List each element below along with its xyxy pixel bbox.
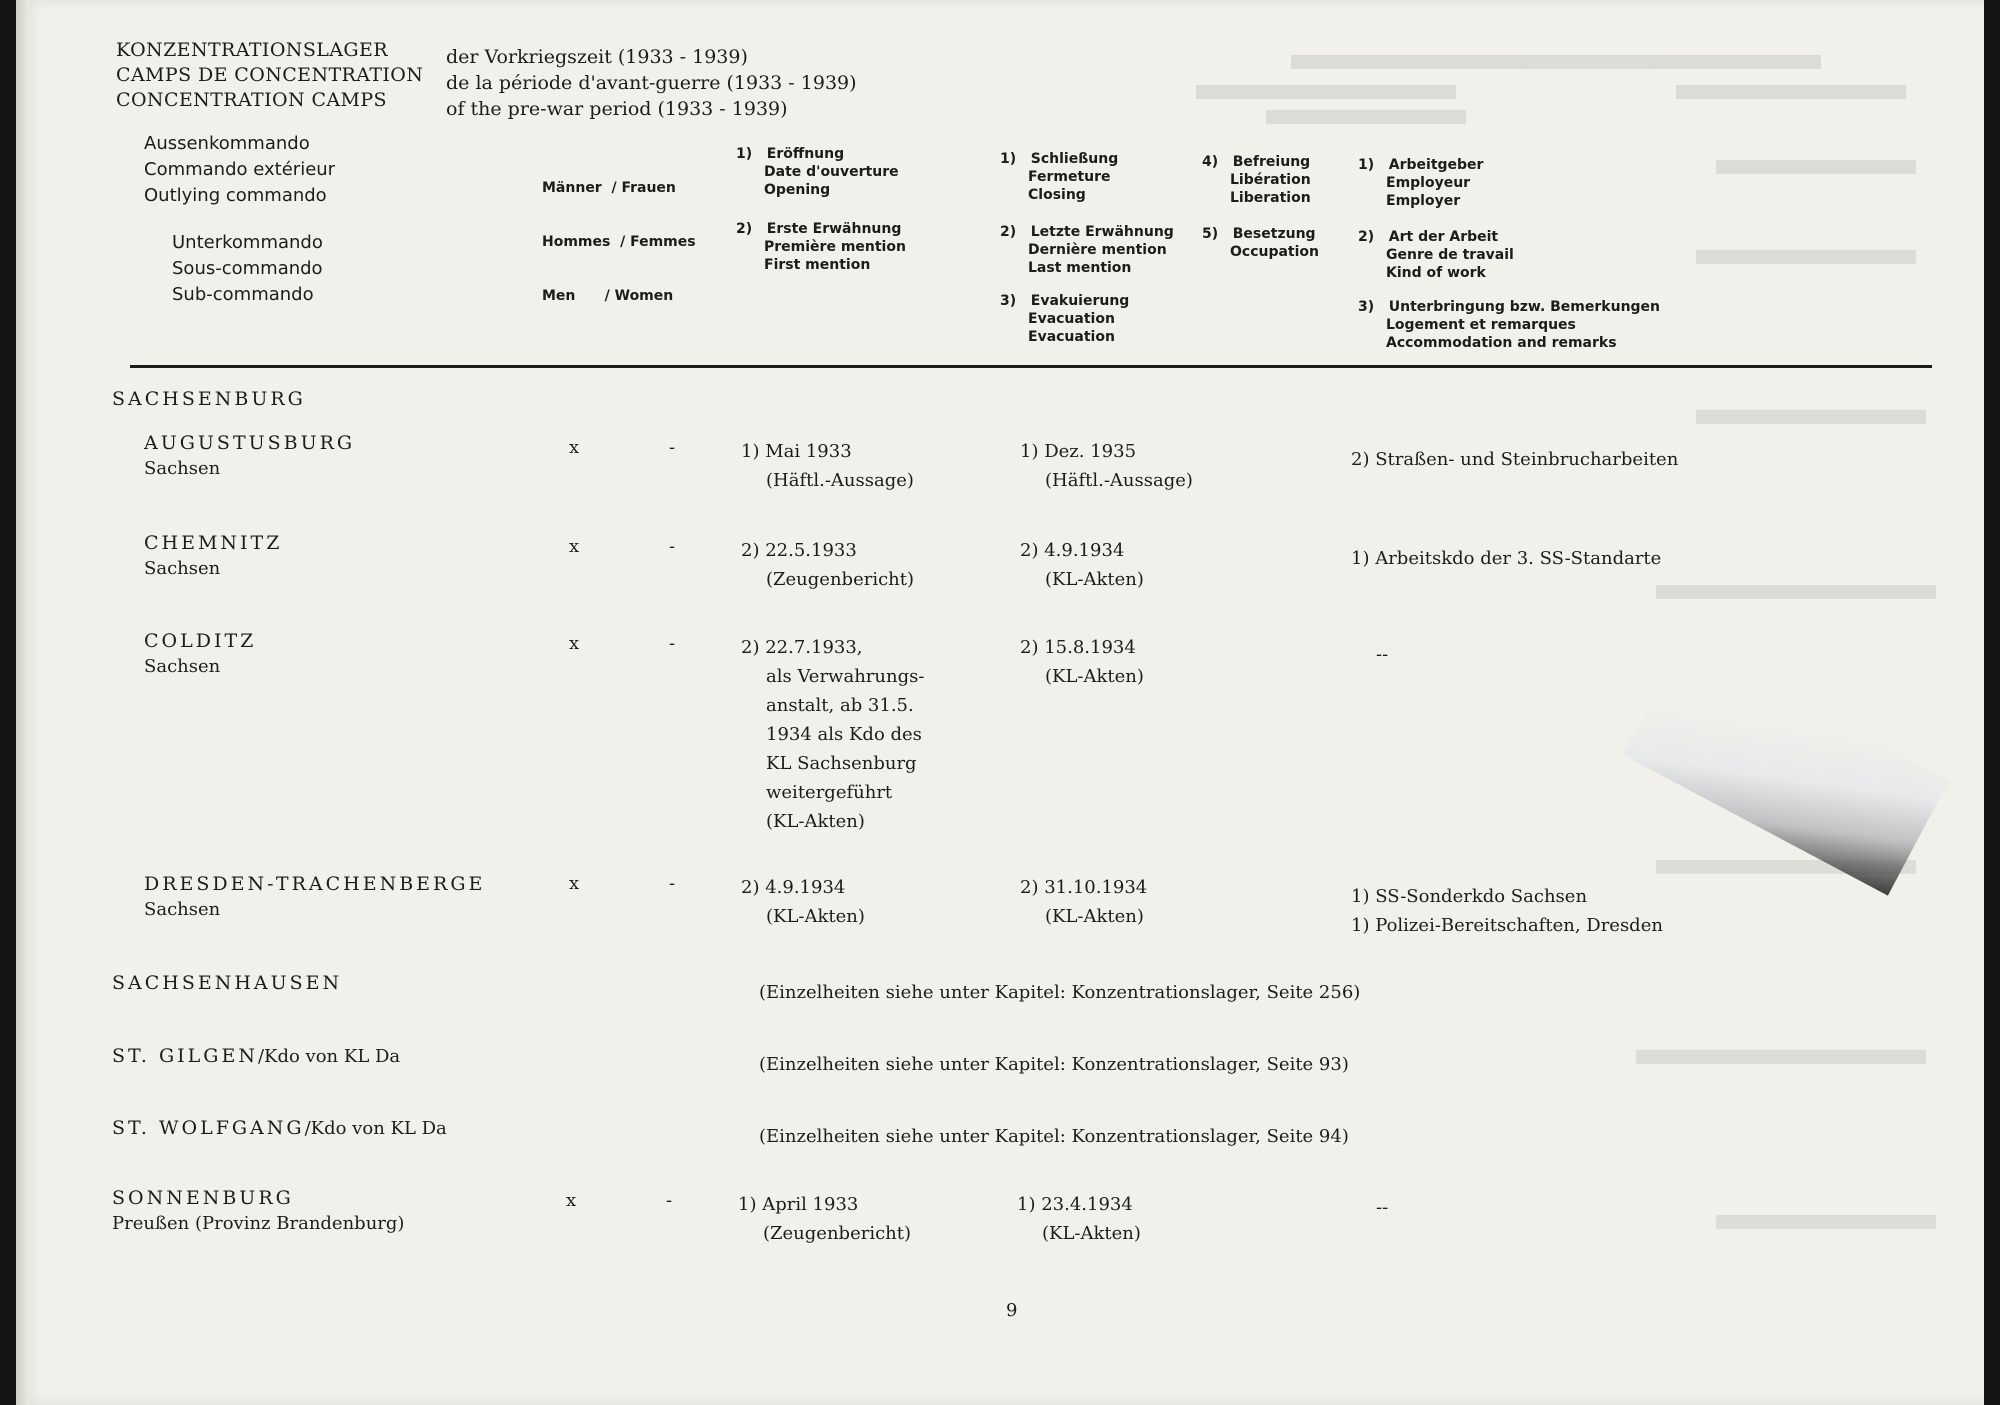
col-line: Befreiung xyxy=(1232,154,1311,170)
col-line: Unterbringung bzw. Bemerkungen xyxy=(1388,299,1661,315)
col-line: Employeur xyxy=(1386,175,1471,191)
header-titles xyxy=(116,38,423,113)
cell-line: (KL-Akten) xyxy=(1045,666,1144,687)
col-line: Closing xyxy=(1028,187,1086,203)
ref-sachsenhausen-name: SACHSENHAUSEN xyxy=(112,972,343,994)
cell-line: (KL-Akten) xyxy=(766,906,865,927)
men-mark: x xyxy=(566,1190,577,1211)
opening-cell xyxy=(741,633,924,836)
remarks-cell xyxy=(1351,445,1678,474)
cell-line: (KL-Akten) xyxy=(766,811,865,832)
page-number: 9 xyxy=(1006,1300,1018,1321)
ref-st-gilgen-text: (Einzelheiten siehe unter Kapitel: Konzentrationslager, Seite 93) xyxy=(759,1054,1349,1075)
cell-line: 1) Arbeitskdo der 3. SS-Standarte xyxy=(1351,548,1662,569)
title-de: KONZENTRATIONSLAGER xyxy=(116,39,388,61)
col-line: Art der Arbeit xyxy=(1388,229,1499,245)
col-line: Liberation xyxy=(1230,190,1311,206)
ref-st-wolfgang xyxy=(112,1115,447,1142)
cell-line: 1) SS-Sonderkdo Sachsen xyxy=(1351,886,1588,907)
col-line: Schließung xyxy=(1030,151,1119,167)
entry-region: Preußen (Provinz Brandenburg) xyxy=(112,1213,405,1234)
men-mark: x xyxy=(569,873,580,894)
closing-cell xyxy=(1020,873,1147,931)
ref-name: ST. WOLFGANG xyxy=(112,1117,305,1139)
col-line: Letzte Erwähnung xyxy=(1030,224,1174,240)
outlying-fr: Commando extérieur xyxy=(144,159,336,180)
entry-chemnitz xyxy=(144,530,282,582)
col-line: Genre de travail xyxy=(1386,247,1514,263)
col-num: 3) xyxy=(1358,299,1375,315)
cell-line: KL Sachsenburg xyxy=(766,753,917,774)
closing-cell xyxy=(1020,536,1144,594)
col-line: Arbeitgeber xyxy=(1388,157,1484,173)
opening-cell xyxy=(741,873,865,931)
col-line: Evacuation xyxy=(1028,329,1115,345)
col-line: Libération xyxy=(1230,172,1311,188)
cell-line: (Zeugenbericht) xyxy=(766,569,915,590)
entry-sonnenburg xyxy=(112,1185,404,1237)
period-en: of the pre-war period (1933 - 1939) xyxy=(446,98,788,120)
cell-line: anstalt, ab 31.5. xyxy=(766,695,914,716)
col-line: Date d'ouverture xyxy=(764,164,899,180)
opening-column-header xyxy=(736,145,899,199)
opening-cell xyxy=(738,1190,911,1248)
period-fr: de la période d'avant-guerre (1933 - 1939) xyxy=(446,72,857,94)
col-num: 4) xyxy=(1202,154,1219,170)
col-line: Première mention xyxy=(764,239,906,255)
kind-of-work-column-header xyxy=(1358,228,1514,282)
occupation-column-header xyxy=(1202,225,1319,261)
entry-region: Sachsen xyxy=(144,458,221,479)
col-line: First mention xyxy=(764,257,871,273)
title-en: CONCENTRATION CAMPS xyxy=(116,89,387,111)
cell-line: 2) Straßen- und Steinbrucharbeiten xyxy=(1351,449,1679,470)
outlying-commando-label xyxy=(144,131,335,209)
header-period xyxy=(446,44,857,122)
cell-line: 2) 4.9.1934 xyxy=(741,877,846,898)
header-rule xyxy=(130,365,1932,368)
first-mention-column-header xyxy=(736,220,906,274)
col-line: Evakuierung xyxy=(1030,293,1130,309)
closing-cell xyxy=(1020,437,1193,495)
entry-name: DRESDEN-TRACHENBERGE xyxy=(144,873,486,895)
sub-fr: Sous-commando xyxy=(172,258,323,279)
cell-line: (KL-Akten) xyxy=(1045,569,1144,590)
cell-line: weitergeführt xyxy=(766,782,893,803)
col-num: 2) xyxy=(736,221,753,237)
col-line: Fermeture xyxy=(1028,169,1111,185)
liberation-column-header xyxy=(1202,153,1311,207)
closing-column-header xyxy=(1000,150,1118,204)
remarks-cell xyxy=(1376,640,1388,669)
outlying-de: Aussenkommando xyxy=(144,133,310,154)
entry-region: Sachsen xyxy=(144,656,221,677)
book-spine xyxy=(16,0,30,1405)
ref-name: ST. GILGEN xyxy=(112,1045,258,1067)
col-line: Opening xyxy=(764,182,831,198)
men-mark: x xyxy=(569,437,580,458)
col-num: 2) xyxy=(1000,224,1017,240)
women-mark: - xyxy=(669,437,676,458)
entry-name: COLDITZ xyxy=(144,630,257,652)
ref-st-gilgen xyxy=(112,1043,400,1070)
sex-column-header xyxy=(542,143,696,341)
cell-line: -- xyxy=(1376,644,1389,665)
ref-suffix: /Kdo von KL Da xyxy=(304,1118,447,1139)
closing-cell xyxy=(1017,1190,1141,1248)
col-line: Besetzung xyxy=(1232,226,1316,242)
cell-line: 2) 22.7.1933, xyxy=(741,637,863,658)
col-num: 5) xyxy=(1202,226,1219,242)
col-line: Occupation xyxy=(1230,244,1320,260)
sex-fr: Hommes / Femmes xyxy=(542,234,696,250)
ref-suffix: /Kdo von KL Da xyxy=(257,1046,401,1067)
entry-dresden-trachenberge xyxy=(144,871,485,923)
cell-line: 1) Polizei-Bereitschaften, Dresden xyxy=(1351,915,1663,936)
col-num: 1) xyxy=(1000,151,1017,167)
entry-name: SONNENBURG xyxy=(112,1187,294,1209)
cell-line: 1) April 1933 xyxy=(738,1194,859,1215)
cell-line: 1934 als Kdo des xyxy=(766,724,922,745)
women-mark: - xyxy=(669,873,676,894)
col-line: Dernière mention xyxy=(1028,242,1167,258)
sex-en: Men / Women xyxy=(542,288,674,304)
col-line: Eröffnung xyxy=(766,146,845,162)
col-num: 2) xyxy=(1358,229,1375,245)
women-mark: - xyxy=(666,1190,673,1211)
document-page xyxy=(16,0,1984,1405)
col-num: 1) xyxy=(736,146,753,162)
entry-colditz xyxy=(144,628,256,680)
men-mark: x xyxy=(569,633,580,654)
sub-de: Unterkommando xyxy=(172,232,323,253)
cell-line: 1) Mai 1933 xyxy=(741,441,852,462)
col-line: Employer xyxy=(1386,193,1461,209)
cell-line: (Häftl.-Aussage) xyxy=(766,470,914,491)
men-mark: x xyxy=(569,536,580,557)
col-line: Accommodation and remarks xyxy=(1386,335,1617,351)
entry-region: Sachsen xyxy=(144,899,221,920)
cell-line: 1) Dez. 1935 xyxy=(1020,441,1137,462)
col-num: 3) xyxy=(1000,293,1017,309)
sub-en: Sub-commando xyxy=(172,284,314,305)
col-line: Erste Erwähnung xyxy=(766,221,902,237)
cell-line: 2) 31.10.1934 xyxy=(1020,877,1148,898)
opening-cell xyxy=(741,437,914,495)
glare-reflection xyxy=(1623,640,1949,896)
sub-commando-label xyxy=(172,230,323,308)
col-line: Logement et remarques xyxy=(1386,317,1576,333)
col-line: Last mention xyxy=(1028,260,1132,276)
entry-name: CHEMNITZ xyxy=(144,532,283,554)
opening-cell xyxy=(741,536,914,594)
remarks-cell xyxy=(1351,882,1663,940)
entry-region: Sachsen xyxy=(144,558,221,579)
cell-line: (Zeugenbericht) xyxy=(763,1223,912,1244)
col-num: 1) xyxy=(1358,157,1375,173)
cell-line: 2) 22.5.1933 xyxy=(741,540,857,561)
col-line: Kind of work xyxy=(1386,265,1486,281)
cell-line: -- xyxy=(1376,1197,1389,1218)
cell-line: als Verwahrungs- xyxy=(766,666,925,687)
last-mention-column-header xyxy=(1000,223,1174,277)
cell-line: 2) 15.8.1934 xyxy=(1020,637,1136,658)
section-heading: SACHSENBURG xyxy=(112,388,306,410)
col-line: Evacuation xyxy=(1028,311,1115,327)
employer-column-header xyxy=(1358,156,1483,210)
cell-line: (KL-Akten) xyxy=(1045,906,1144,927)
sex-de: Männer / Frauen xyxy=(542,180,676,196)
remarks-cell xyxy=(1351,544,1661,573)
closing-cell xyxy=(1020,633,1144,691)
accommodation-column-header xyxy=(1358,298,1660,352)
entry-name: AUGUSTUSBURG xyxy=(144,432,356,454)
title-fr: CAMPS DE CONCENTRATION xyxy=(116,64,424,86)
cell-line: 2) 4.9.1934 xyxy=(1020,540,1125,561)
cell-line: (Häftl.-Aussage) xyxy=(1045,470,1193,491)
remarks-cell xyxy=(1376,1193,1388,1222)
period-de: der Vorkriegszeit (1933 - 1939) xyxy=(446,46,748,68)
entry-augustusburg xyxy=(144,430,355,482)
outlying-en: Outlying commando xyxy=(144,185,327,206)
evacuation-column-header xyxy=(1000,292,1129,346)
ref-st-wolfgang-text: (Einzelheiten siehe unter Kapitel: Konzentrationslager, Seite 94) xyxy=(759,1126,1349,1147)
ref-sachsenhausen-text: (Einzelheiten siehe unter Kapitel: Konzentrationslager, Seite 256) xyxy=(759,982,1361,1003)
cell-line: (KL-Akten) xyxy=(1042,1223,1141,1244)
women-mark: - xyxy=(669,536,676,557)
cell-line: 1) 23.4.1934 xyxy=(1017,1194,1133,1215)
women-mark: - xyxy=(669,633,676,654)
